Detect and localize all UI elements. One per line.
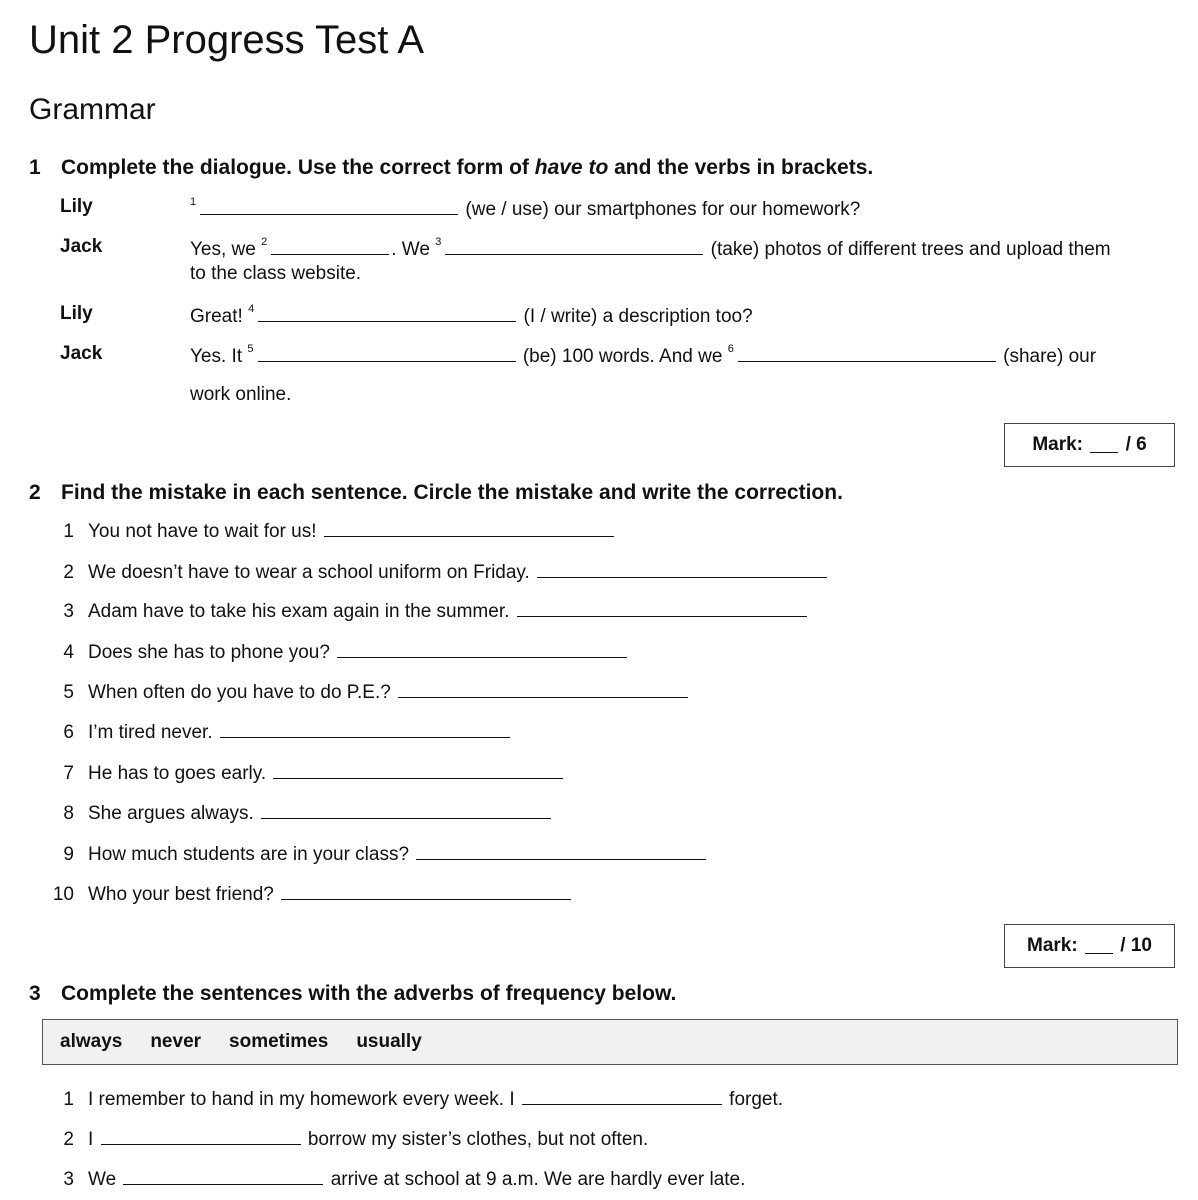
list-item: 2 I borrow my sister’s clothes, but not often. — [63, 1129, 649, 1150]
list-item: 3 Adam have to take his exam again in the summer. — [44, 601, 809, 623]
answer-blank[interactable] — [738, 347, 996, 362]
gap-number: 5 — [247, 343, 254, 355]
word-option: usually — [356, 1031, 422, 1052]
answer-blank[interactable] — [522, 1090, 722, 1105]
list-item: 10 Who your best friend? — [44, 884, 573, 906]
correction-blank[interactable] — [517, 602, 807, 617]
list-item: 7 He has to goes early. — [44, 763, 565, 785]
correction-blank[interactable] — [398, 683, 688, 698]
section-title: Grammar — [29, 93, 156, 126]
q3-instruction: 3 Complete the sentences with the adverbs of frequency below. — [29, 982, 677, 1005]
q2-mark-box: Mark: / 10 — [1004, 924, 1175, 968]
gap-number: 3 — [435, 236, 442, 248]
correction-blank[interactable] — [324, 522, 614, 537]
word-box — [42, 1019, 1178, 1065]
list-item: 2 We doesn’t have to wear a school uniform on Friday. — [44, 562, 829, 584]
list-item: 5 When often do you have to do P.E.? — [44, 682, 690, 704]
list-item: 9 How much students are in your class? — [44, 844, 708, 866]
q1-speaker: Lily — [60, 303, 93, 324]
q1-speaker: Jack — [60, 236, 103, 257]
list-item: 4 Does she has to phone you? — [44, 642, 629, 664]
mark-blank[interactable] — [1090, 438, 1118, 453]
answer-blank[interactable] — [258, 307, 516, 322]
q1-line-3: Great! $^4$ (I / write) a description too? — [190, 303, 753, 327]
list-item: 1 I remember to hand in my homework every week. I forget. — [63, 1089, 784, 1110]
list-item: 6 I’m tired never. — [44, 722, 512, 744]
q3-number: 3 — [29, 982, 41, 1005]
gap-number: 6 — [727, 343, 734, 355]
answer-blank[interactable] — [271, 240, 389, 255]
q2-instruction: 2 Find the mistake in each sentence. Circle the mistake and write the correction. — [29, 481, 843, 504]
q1-line-2-cont: to the class website. — [190, 263, 362, 284]
q1-line-2: Yes, we $^2$ . We $^3$ (take) photos of different trees and upload them — [190, 236, 1111, 260]
correction-blank[interactable] — [220, 723, 510, 738]
gap-number: 4 — [248, 303, 255, 315]
correction-blank[interactable] — [337, 643, 627, 658]
mark-blank[interactable] — [1085, 939, 1113, 954]
list-item: 1 You not have to wait for us! — [44, 521, 616, 543]
correction-blank[interactable] — [281, 885, 571, 900]
gap-number: 2 — [261, 236, 268, 248]
gap-number: 1 — [190, 196, 197, 208]
answer-blank[interactable] — [200, 200, 458, 215]
correction-blank[interactable] — [537, 563, 827, 578]
q1-mark-box: Mark: / 6 — [1004, 423, 1175, 467]
correction-blank[interactable] — [261, 804, 551, 819]
word-option: never — [150, 1031, 202, 1052]
correction-blank[interactable] — [273, 764, 563, 779]
list-item: 3 We arrive at school at 9 a.m. We are hardly ever late. — [63, 1169, 746, 1190]
answer-blank[interactable] — [445, 240, 703, 255]
q1-speaker: Jack — [60, 343, 103, 364]
q2-number: 2 — [29, 481, 41, 504]
answer-blank[interactable] — [101, 1130, 301, 1145]
page-title: Unit 2 Progress Test A — [29, 18, 424, 62]
q1-line-4: Yes. It $^5$ (be) 100 words. And we $^6$ (share) our — [190, 343, 1097, 367]
word-option: always — [60, 1031, 123, 1052]
answer-blank[interactable] — [123, 1170, 323, 1185]
q1-line-1: $^1$ (we / use) our smartphones for our homework? — [190, 196, 861, 220]
word-option: sometimes — [229, 1031, 329, 1052]
q1-speaker: Lily — [60, 196, 93, 217]
list-item: 8 She argues always. — [44, 803, 553, 825]
q1-instruction: 1 Complete the dialogue. Use the correct form of have to and the verbs in brackets. — [29, 156, 874, 179]
q1-line-4-cont: work online. — [190, 384, 292, 405]
answer-blank[interactable] — [258, 347, 516, 362]
correction-blank[interactable] — [416, 845, 706, 860]
q1-number: 1 — [29, 156, 41, 179]
